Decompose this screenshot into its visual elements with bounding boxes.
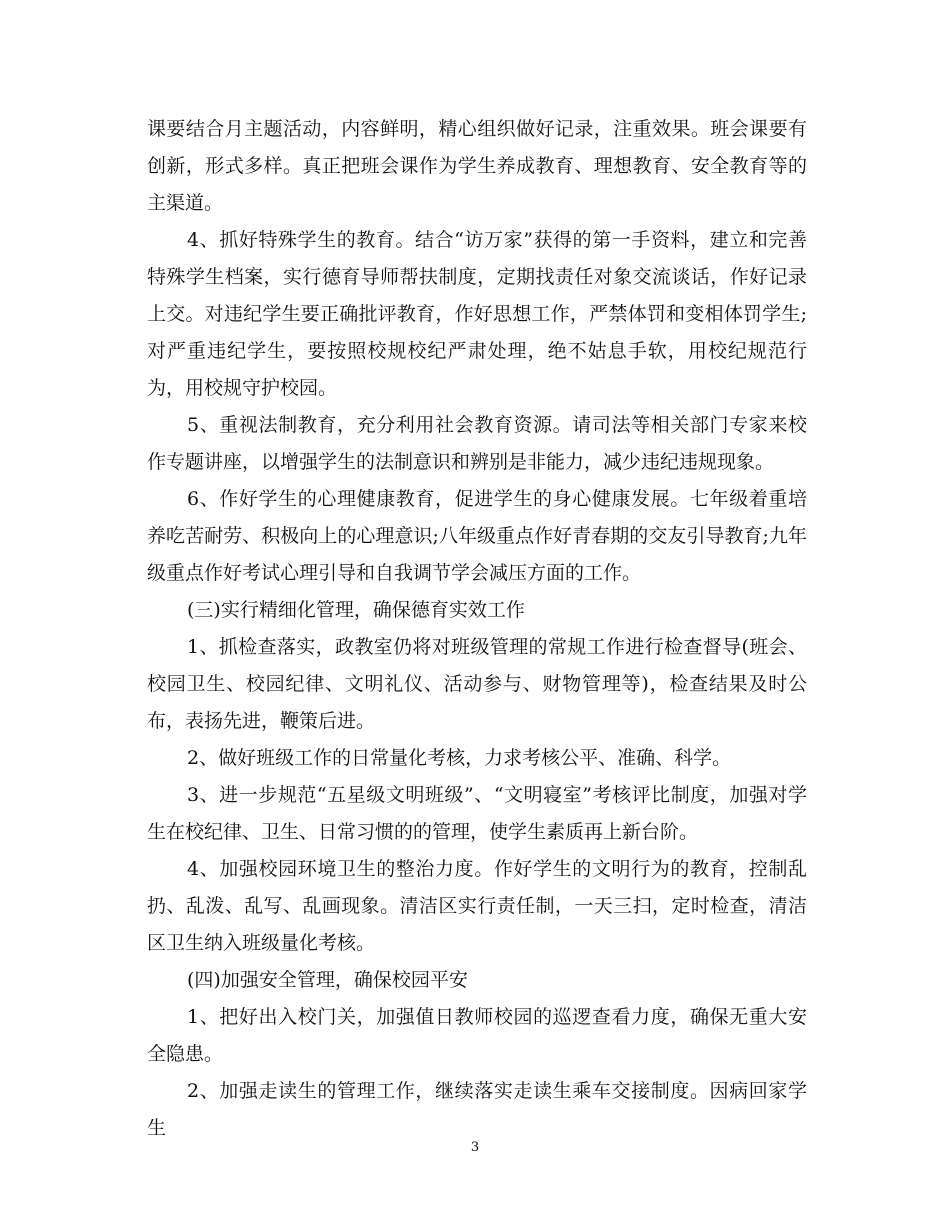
paragraph-5: 1、抓检查落实，政教室仍将对班级管理的常规工作进行检查督导(班会、校园卫生、校园纪律、文明礼仪、活动参与、财物管理等)，检查结果及时公布，表扬先进，鞭策后进。	[147, 636, 807, 732]
paragraph-8: 4、加强校园环境卫生的整治力度。作好学生的文明行为的教育，控制乱扔、乱泼、乱写、乱画现象。清洁区实行责任制，一天三扫，定时检查，清洁区卫生纳入班级量化考核。	[147, 858, 807, 954]
paragraph-10: 2、加强走读生的管理工作，继续落实走读生乘车交接制度。因病回家学生	[147, 1080, 807, 1139]
section-heading-4: (四)加强安全管理，确保校园平安	[187, 969, 468, 991]
section-heading-3: (三)实行精细化管理，确保德育实效工作	[187, 599, 525, 621]
paragraph-2: 4、抓好特殊学生的教育。结合“访万家”获得的第一手资料，建立和完善特殊学生档案，实行德育导师帮扶制度，定期找责任对象交流谈话，作好记录上交。对违纪学生要正确批评教育，作好思想工作，严禁体罚和变相体罚学生;对严重违纪学生，要按照校规校纪严肃处理，绝不姑息手软，用校纪规范行为，用校规守护校园。	[147, 229, 807, 399]
paragraph-9: 1、把好出入校门关，加强值日教师校园的巡逻查看力度，确保无重大安全隐患。	[147, 1006, 807, 1065]
page-number: 3	[470, 1140, 480, 1155]
paragraph-6: 2、做好班级工作的日常量化考核，力求考核公平、准确、科学。	[187, 747, 732, 769]
paragraph-1: 课要结合月主题活动，内容鲜明，精心组织做好记录，注重效果。班会课要有创新，形式多样。真正把班会课作为学生养成教育、理想教育、安全教育等的主渠道。	[147, 118, 807, 214]
document-body	[147, 111, 807, 1147]
paragraph-3: 5、重视法制教育，充分利用社会教育资源。请司法等相关部门专家来校作专题讲座，以增强学生的法制意识和辨别是非能力，减少违纪违规现象。	[147, 414, 807, 473]
paragraph-4: 6、作好学生的心理健康教育，促进学生的身心健康发展。七年级着重培养吃苦耐劳、积极向上的心理意识;八年级重点作好青春期的交友引导教育;九年级重点作好考试心理引导和自我调节学会减压方面的工作。	[147, 488, 807, 584]
paragraph-7: 3、进一步规范“五星级文明班级”、“文明寝室”考核评比制度，加强对学生在校纪律、卫生、日常习惯的的管理，使学生素质再上新台阶。	[147, 784, 807, 843]
